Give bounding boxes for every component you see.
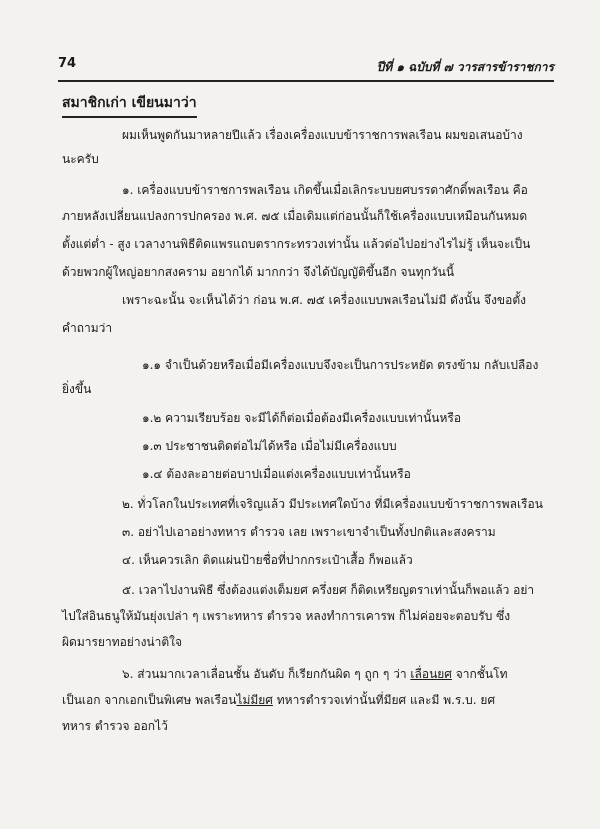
body-line: ๑. เครื่องแบบข้าราชการพลเรือน เกิดขึ้นเมื่อเลิกระบบยศบรรดาศักดิ์พลเรือน คือ <box>122 183 528 197</box>
body-line: ยิ่งขึ้น <box>62 382 92 396</box>
body-line: ด้วยพวกผู้ใหญ่อยากสงคราม อยากได้ มากกว่า จึงได้บัญญัติขึ้นอีก จนทุกวันนี้ <box>62 265 455 279</box>
body-line: ๖. ส่วนมากเวลาเลื่อนชั้น อันดับ ก็เรียกกันผิด ๆ ถูก ๆ ว่า เลื่อนยศ จากชั้นโท <box>122 667 508 681</box>
body-line: ๑.๔ ต้องละอายต่อบาปเมื่อแต่งเครื่องแบบเท่านั้นหรือ <box>142 467 411 481</box>
body-line: นะครับ <box>62 152 99 166</box>
body-line: ๕. เวลาไปงานพิธี ซึ่งต้องแต่งเต็มยศ ครึ่งยศ ก็ติดเหรียญตราเท่านั้นก็พอแล้ว อย่า <box>122 583 535 597</box>
journal-info: ปีที่ ๑ ฉบับที่ ๗ วารสารข้าราชการ <box>376 60 554 74</box>
body-line: ตั้งแต่ต่ำ - สูง เวลางานพิธีติดแพรแถบตรากระทรวงเท่านั้น แล้วต่อไปอย่างไรไม่รู้ เห็นจะเป็น <box>62 237 531 251</box>
section-title: สมาชิกเก่า เขียนมาว่า <box>62 92 197 118</box>
body-line: ๓. อย่าไปเอาอย่างทหาร ตำรวจ เลย เพราะเขาจำเป็นทั้งปกติและสงคราม <box>122 525 496 539</box>
body-line: ๒. ทั่วโลกในประเทศที่เจริญแล้ว มีประเทศใดบ้าง ที่มีเครื่องแบบข้าราชการพลเรือน <box>122 497 543 511</box>
body-line: คำถามว่า <box>62 321 113 335</box>
body-line: เป็นเอก จากเอกเป็นพิเศษ พลเรือนไม่มียศ ทหารตำรวจเท่านั้นที่มียศ และมี พ.ร.บ. ยศ <box>62 693 496 707</box>
body-line: ทหาร ตำรวจ ออกไว้ <box>62 719 168 733</box>
body-line: ๑.๓ ประชาชนติดต่อไม่ได้หรือ เมื่อไม่มีเครื่องแบบ <box>142 439 397 453</box>
page-number: 74 <box>58 56 77 71</box>
body-line: ผิดมารยาทอย่างน่าติใจ <box>62 635 183 649</box>
body-line: ๑.๒ ความเรียบร้อย จะมีได้ก็ต่อเมื่อต้องมีเครื่องแบบเท่านั้นหรือ <box>142 411 462 425</box>
body-line: ๔. เห็นควรเลิก ติดแผ่นป้ายชื่อที่ปากกระเป๋าเสื้อ ก็พอแล้ว <box>122 553 413 567</box>
body-line: ๑.๑ จำเป็นด้วยหรือเมื่อมีเครื่องแบบจึงจะเป็นการประหยัด ตรงข้าม กลับเปลือง <box>142 358 539 372</box>
body-line: เพราะฉะนั้น จะเห็นได้ว่า ก่อน พ.ศ. ๗๕ เครื่องแบบพลเรือนไม่มี ดังนั้น จึงขอตั้ง <box>122 293 526 307</box>
body-line: ผมเห็นพูดกันมาหลายปีแล้ว เรื่องเครื่องแบบข้าราชการพลเรือน ผมขอเสนอบ้าง <box>122 128 523 142</box>
header-rule <box>58 80 554 82</box>
body-line: ภายหลังเปลี่ยนแปลงการปกครอง พ.ศ. ๗๕ เมื่อเดิมแต่ก่อนนั้นก็ใช้เครื่องแบบเหมือนกันหมด <box>62 209 528 223</box>
body-line: ไปใส่อินธนูให้มันยุ่งเปล่า ๆ เพราะทหาร ตำรวจ หลงทำการเคารพ ก็ไม่ค่อยจะตอบรับ ซึ่ง <box>62 609 511 623</box>
